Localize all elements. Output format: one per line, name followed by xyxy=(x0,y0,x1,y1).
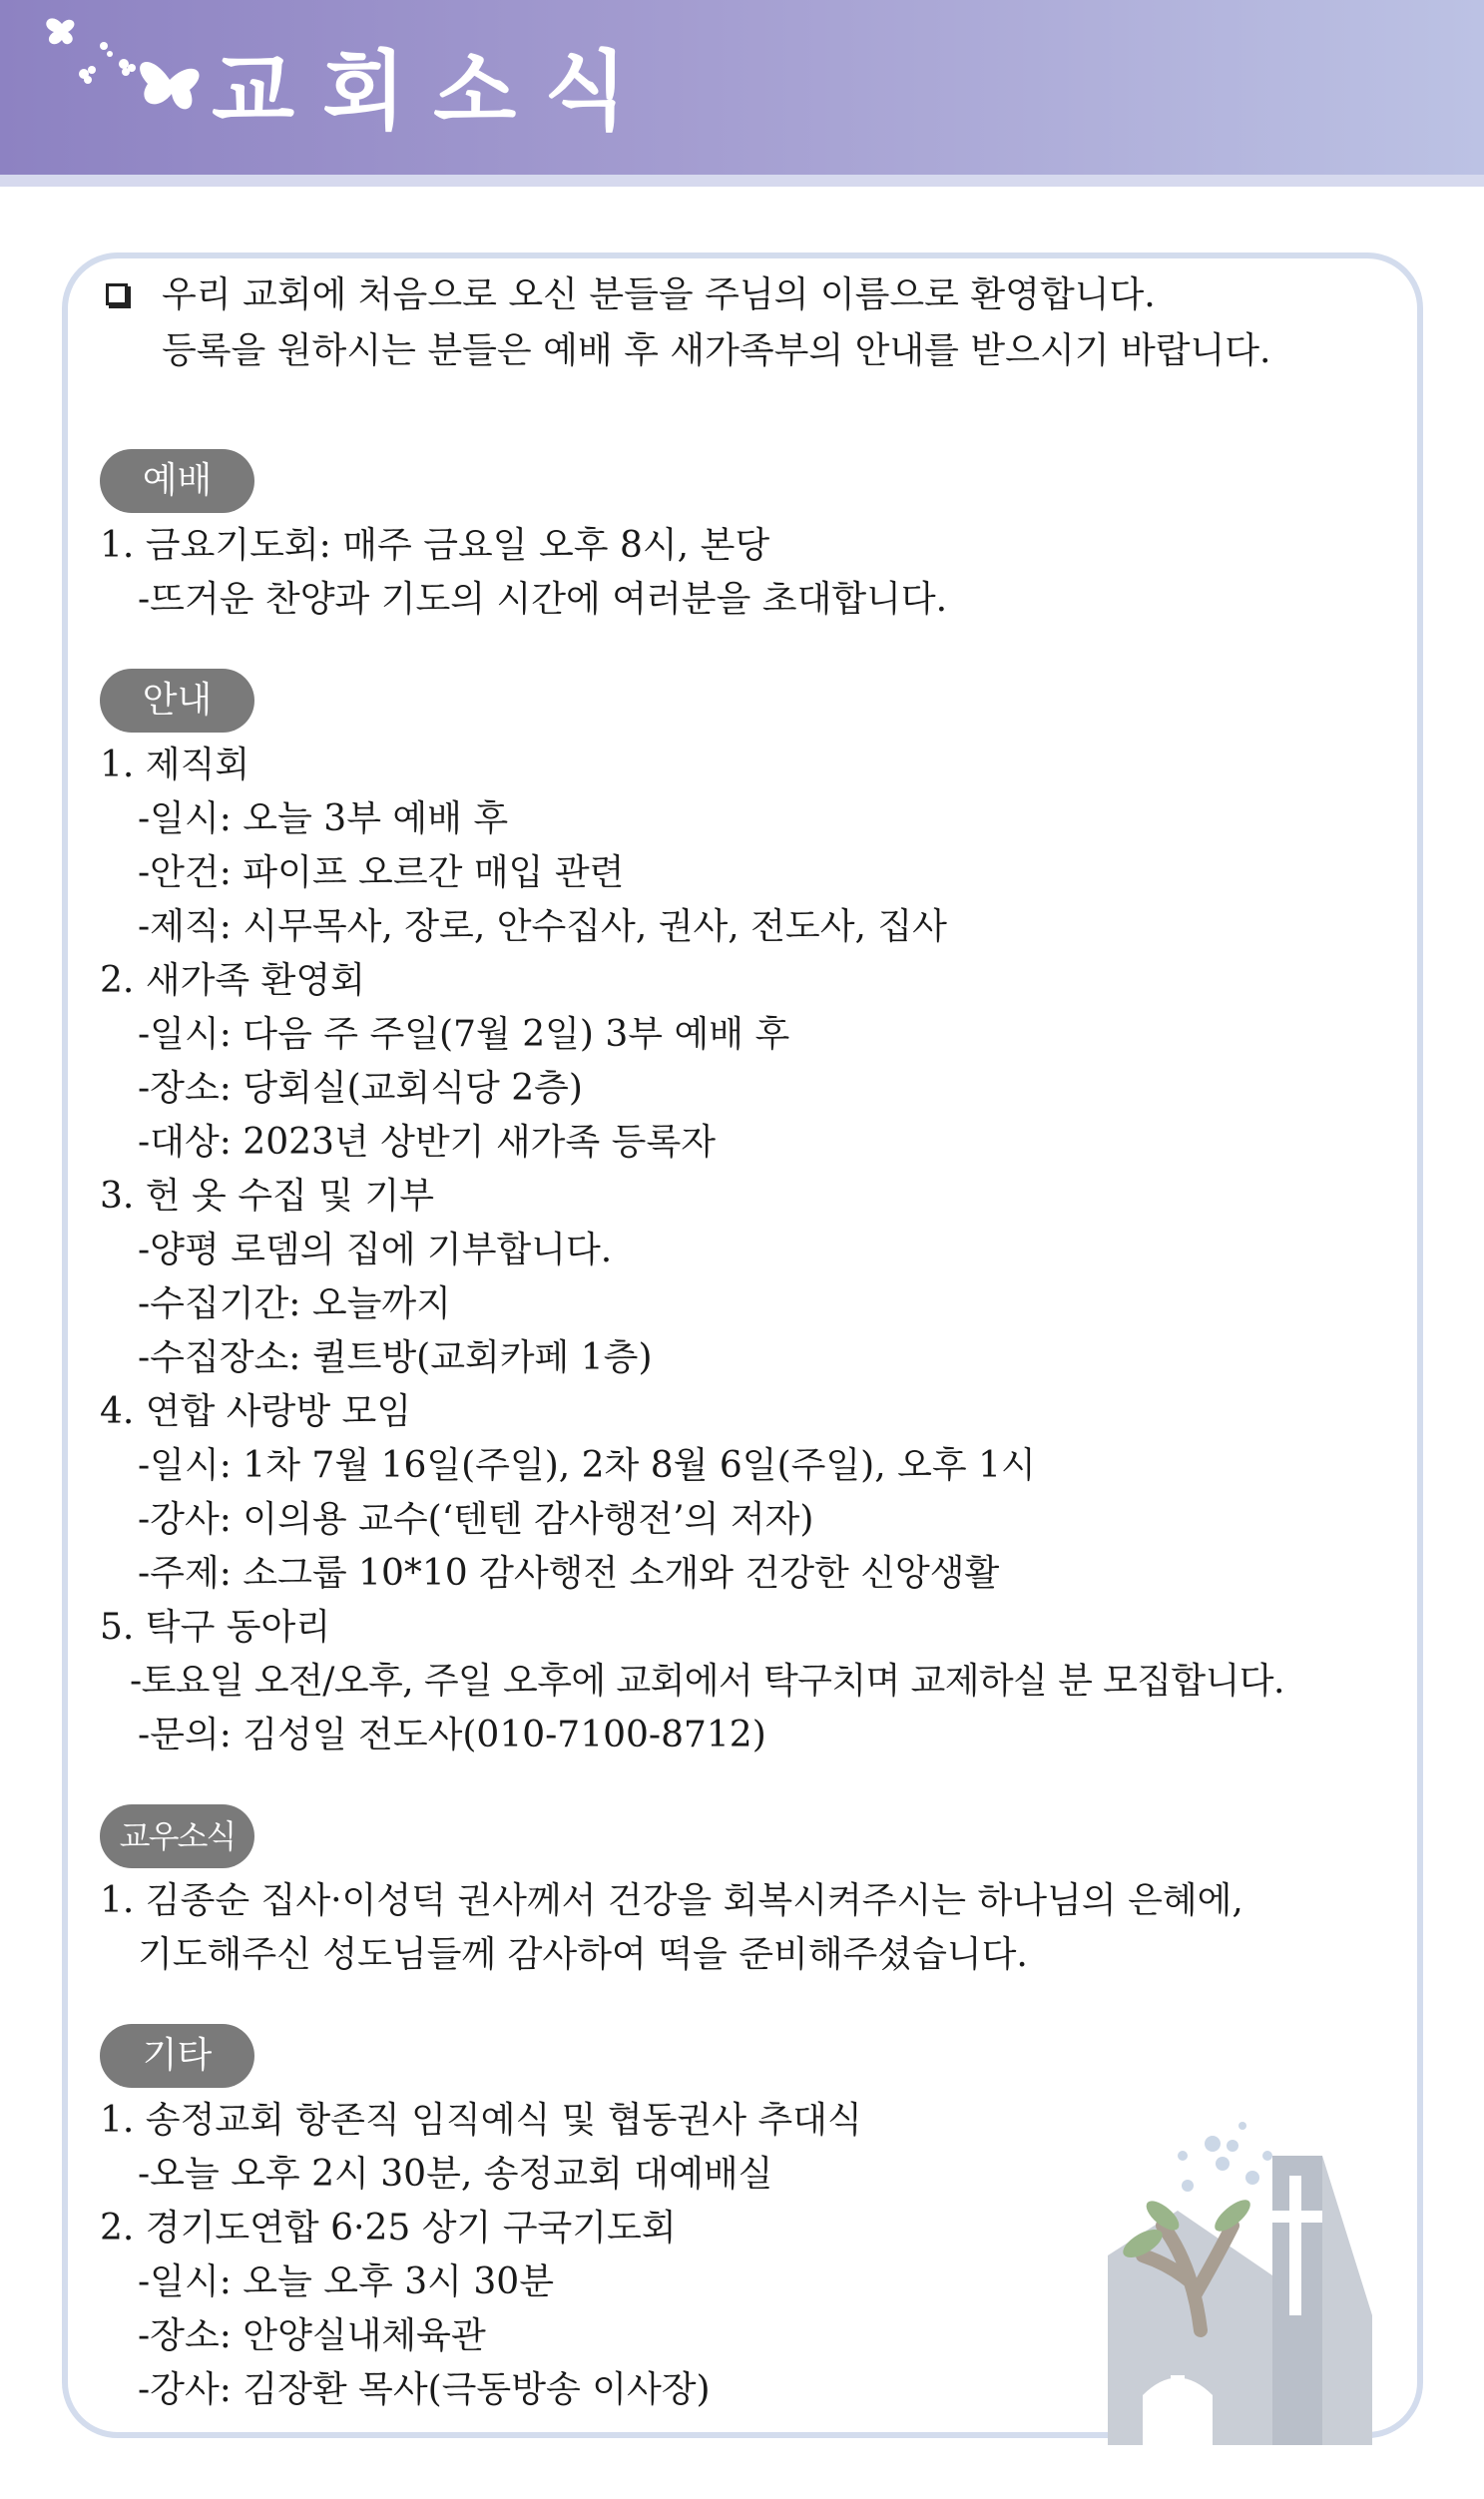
list-subitem: -수집기간: 오늘까지 xyxy=(138,1283,451,1324)
section-badge: 기타 xyxy=(100,2024,254,2088)
list-item: 5. 탁구 동아리 xyxy=(100,1607,331,1648)
list-subitem: -안건: 파이프 오르간 매입 관련 xyxy=(138,852,625,893)
section-badge: 교우소식 xyxy=(100,1804,254,1868)
list-item: 4. 연합 사랑방 모임 xyxy=(100,1391,412,1432)
list-subitem: -제직: 시무목사, 장로, 안수집사, 권사, 전도사, 집사 xyxy=(138,906,947,947)
list-subitem: -양평 로뎀의 집에 기부합니다. xyxy=(138,1230,613,1270)
checkbox-square-icon xyxy=(106,283,128,305)
list-subitem: -문의: 김성일 전도사(010-7100-8712) xyxy=(138,1715,766,1755)
welcome-message xyxy=(100,267,1417,379)
page-title: 교회소식 xyxy=(212,42,656,142)
list-item: 2. 경기도연합 6·25 상기 구국기도회 xyxy=(100,2208,677,2249)
list-item: 1. 제직회 xyxy=(100,745,250,785)
welcome-line: 등록을 원하시는 분들은 예배 후 새가족부의 안내를 받으시기 바랍니다. xyxy=(162,330,1271,371)
section-badge: 예배 xyxy=(100,449,254,513)
list-subitem: -오늘 오후 2시 30분, 송정교회 대예배실 xyxy=(138,2154,773,2195)
butterfly-icon xyxy=(40,10,210,130)
list-item: 1. 금요기도회: 매주 금요일 오후 8시, 본당 xyxy=(100,525,770,566)
list-subitem: -일시: 1차 7월 16일(주일), 2차 8월 6일(주일), 오후 1시 xyxy=(138,1445,1036,1486)
list-item: 3. 헌 옷 수집 및 기부 xyxy=(100,1176,434,1217)
section-members-news xyxy=(100,1804,1417,1982)
list-subitem: -강사: 이의용 교수(‘텐텐 감사행전’의 저자) xyxy=(138,1499,814,1540)
list-subitem: -일시: 오늘 3부 예배 후 xyxy=(138,798,509,839)
section-notice xyxy=(100,669,1417,1762)
welcome-line: 우리 교회에 처음으로 오신 분들을 주님의 이름으로 환영합니다. xyxy=(162,274,1156,315)
list-subitem: -장소: 안양실내체육관 xyxy=(138,2315,486,2356)
section-worship xyxy=(100,449,1417,627)
list-subitem: -대상: 2023년 상반기 새가족 등록자 xyxy=(138,1122,716,1163)
list-subitem: -수집장소: 퀼트방(교회카페 1층) xyxy=(138,1337,653,1378)
list-subitem: -강사: 김장환 목사(극동방송 이사장) xyxy=(138,2369,711,2410)
list-subitem: -일시: 오늘 오후 3시 30분 xyxy=(138,2261,554,2302)
list-subitem: -장소: 당회실(교회식당 2층) xyxy=(138,1068,583,1109)
list-subitem: -주제: 소그룹 10*10 감사행전 소개와 건강한 신앙생활 xyxy=(138,1553,1000,1594)
list-item: 1. 김종순 집사·이성덕 권사께서 건강을 회복시켜주시는 하나님의 은혜에, xyxy=(100,1880,1243,1921)
list-item: 2. 새가족 환영회 xyxy=(100,960,365,1001)
list-subitem: -뜨거운 찬양과 기도의 시간에 여러분을 초대합니다. xyxy=(138,579,948,620)
header-underline xyxy=(0,175,1484,187)
section-badge: 안내 xyxy=(100,669,254,733)
church-tree-illustration xyxy=(1083,2116,1382,2445)
content xyxy=(100,267,1417,2417)
list-subitem: -일시: 다음 주 주일(7월 2일) 3부 예배 후 xyxy=(138,1014,790,1055)
list-item-continuation: 기도해주신 성도님들께 감사하여 떡을 준비해주셨습니다. xyxy=(138,1934,1028,1975)
list-item: 1. 송정교회 항존직 임직예식 및 협동권사 추대식 xyxy=(100,2100,862,2141)
list-subitem: -토요일 오전/오후, 주일 오후에 교회에서 탁구치며 교제하실 분 모집합니다. xyxy=(130,1661,1284,1702)
